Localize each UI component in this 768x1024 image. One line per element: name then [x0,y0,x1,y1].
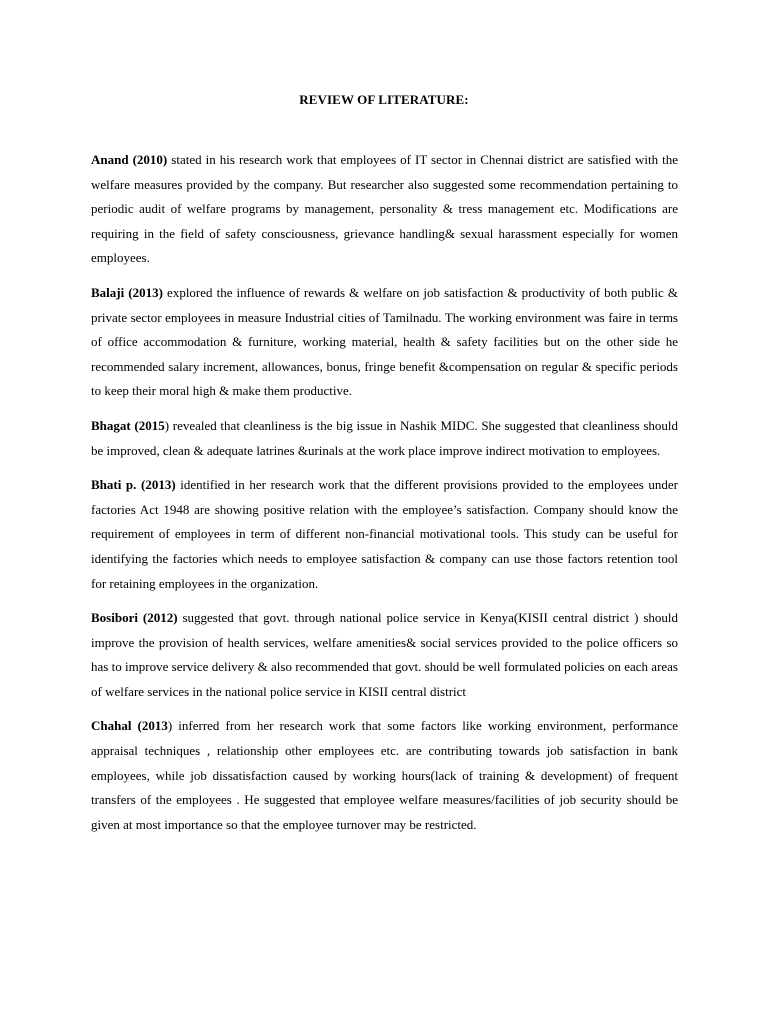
author-citation: Bhati p. (2013) [91,477,176,493]
author-citation: Chahal (2013 [91,718,168,734]
paragraph-bhagat [91,414,678,463]
paragraph-anand [91,148,678,271]
literature-review-body [91,148,678,847]
paragraph-text: ) inferred from her research work that some factors like working environment, performance appraisal techniques , relationship other employees etc. are contributing towards job satisfaction in bank employees, while job dissatisfaction caused by working hours(lack of training & development) of frequent transfers of the employees . He suggested that employee welfare measures/facilities of job security should be given at most importance so that the employee turnover may be restricted. [91,718,678,832]
paragraph-text: suggested that govt. through national police service in Kenya(KISII central district ) should improve the provision of health services, welfare amenities& social services provided to the police officers so has to improve service delivery & also recommended that govt. should be well formulated policies on each areas of welfare services in the national police service in KISII central district [91,610,678,699]
paragraph-text: ) revealed that cleanliness is the big issue in Nashik MIDC. She suggested that cleanliness should be improved, clean & adequate latrines &urinals at the work place improve indirect motivation to employees. [91,417,678,458]
paragraph-balaji [91,281,678,404]
paragraph-text: stated in his research work that employees of IT sector in Chennai district are satisfied with the welfare measures provided by the company. But researcher also suggested some recommendation pertaining to periodic audit of welfare programs by management, personality & tress management etc. Modifications are requiring in the field of safety consciousness, grievance handling& sexual harassment especially for women employees. [91,152,678,266]
page-title: REVIEW OF LITERATURE: [299,92,469,107]
author-citation: Anand (2010) [91,152,168,167]
paragraph-bhati [91,473,678,596]
paragraph-bosibori [91,606,678,704]
paragraph-text: identified in her research work that the different provisions provided to the employees under factories Act 1948 are showing positive relation with the employee’s satisfaction. Company should know the requirement of employees in term of different non-financial motivational tools. This study can be useful for identifying the factories which needs to employee satisfaction & company can use those factors retention tool for retaining employees in the organization. [91,477,678,591]
paragraph-text: explored the influence of rewards & welfare on job satisfaction & productivity of both public & private sector employees in measure Industrial cities of Tamilnadu. The working environment was faire in terms of office accommodation & furniture, working material, health & safety facilities but on the other side he recommended salary increment, allowances, bonus, fringe benefit &compensation on regular & specific periods to keep their moral high & make them productive. [91,284,678,399]
author-citation: Balaji (2013) [91,284,163,300]
author-citation: Bosibori (2012) [91,610,178,626]
author-citation: Bhagat (2015 [91,417,165,433]
paragraph-chahal [91,714,678,837]
